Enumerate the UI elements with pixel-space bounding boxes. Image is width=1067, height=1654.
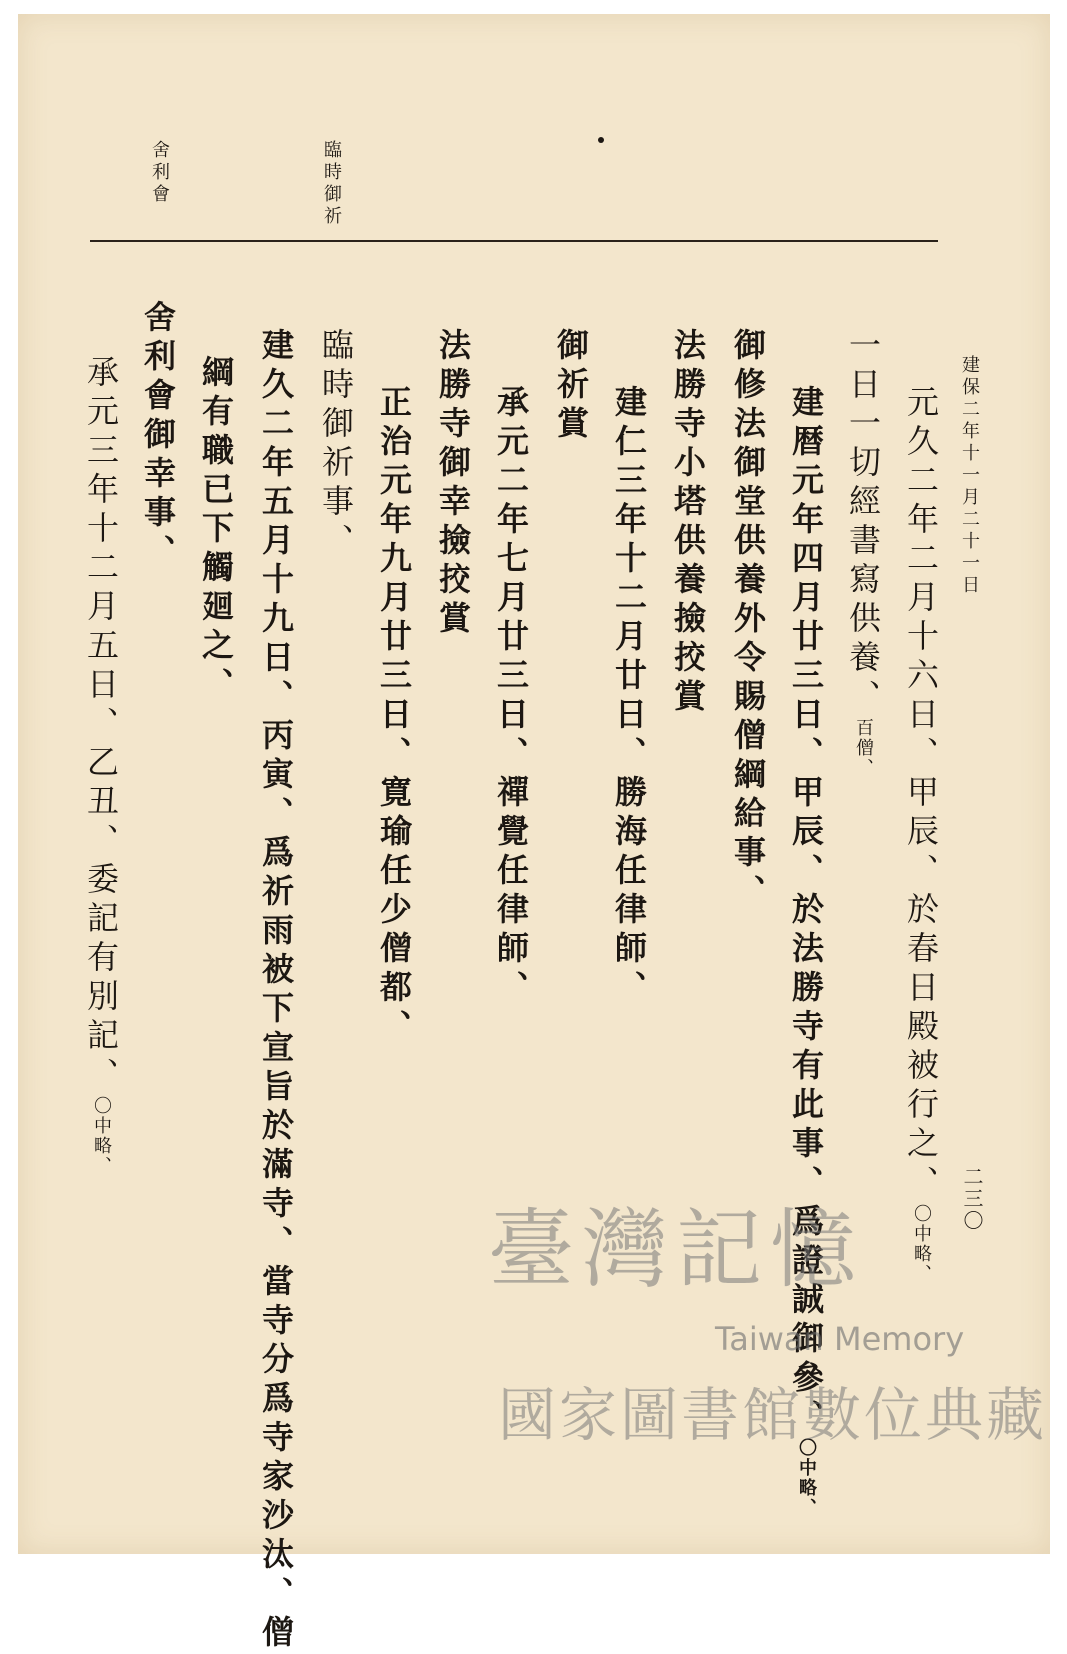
text-column-11: 臨時御祈事、 (317, 328, 355, 562)
text-column-3: 建暦元年四月廿三日、甲辰、於法勝寺有此事、爲證誠御參、〇中略、 (787, 385, 825, 1518)
text-column-12: 建久二年五月十九日、丙寅、爲祈雨被下宣旨於滿寺、當寺分爲寺家沙汰、僧 (257, 328, 295, 1654)
running-head-rinji-goki: 臨時御祈 (321, 140, 342, 228)
text-column-9: 法勝寺御幸撿挍賞 (434, 328, 472, 640)
text-column-6: 建仁三年十二月廿日、勝海任律師、 (610, 385, 648, 1009)
page-number: 二三〇 (960, 1166, 984, 1232)
watermark-english: Taiwan Memory (715, 1320, 965, 1358)
text-column-14: 舍利會御幸事、 (139, 300, 177, 573)
ink-dot (598, 137, 604, 143)
header-rule (90, 240, 938, 242)
running-head-sharie: 舍利會 (149, 140, 170, 206)
text-column-1: 元久二年二月十六日、甲辰、於春日殿被行之、〇中略、 (902, 385, 940, 1284)
text-column-13: 綱有職已下觸廻之、 (197, 355, 235, 706)
watermark-brand: 臺灣記憶 (488, 1200, 864, 1300)
date-heading: 建保二年十一月二十一日 (959, 355, 980, 597)
text-column-5: 法勝寺小塔供養撿挍賞 (669, 328, 707, 718)
text-column-7: 御祈賞 (552, 328, 590, 445)
text-column-8: 承元二年七月廿三日、禪覺任律師、 (492, 385, 530, 1009)
text-column-2: 一日一切經書寫供養、百僧、 (844, 328, 882, 778)
text-column-15: 承元三年十二月五日、乙丑、委記有別記、〇中略、 (82, 355, 120, 1176)
text-column-10: 正治元年九月廿三日、寛瑜任少僧都、 (375, 385, 413, 1048)
watermark-org: 國家圖書館數位典藏 (498, 1381, 1048, 1449)
text-column-4: 御修法御堂供養外令賜僧綱給事、 (729, 328, 767, 913)
